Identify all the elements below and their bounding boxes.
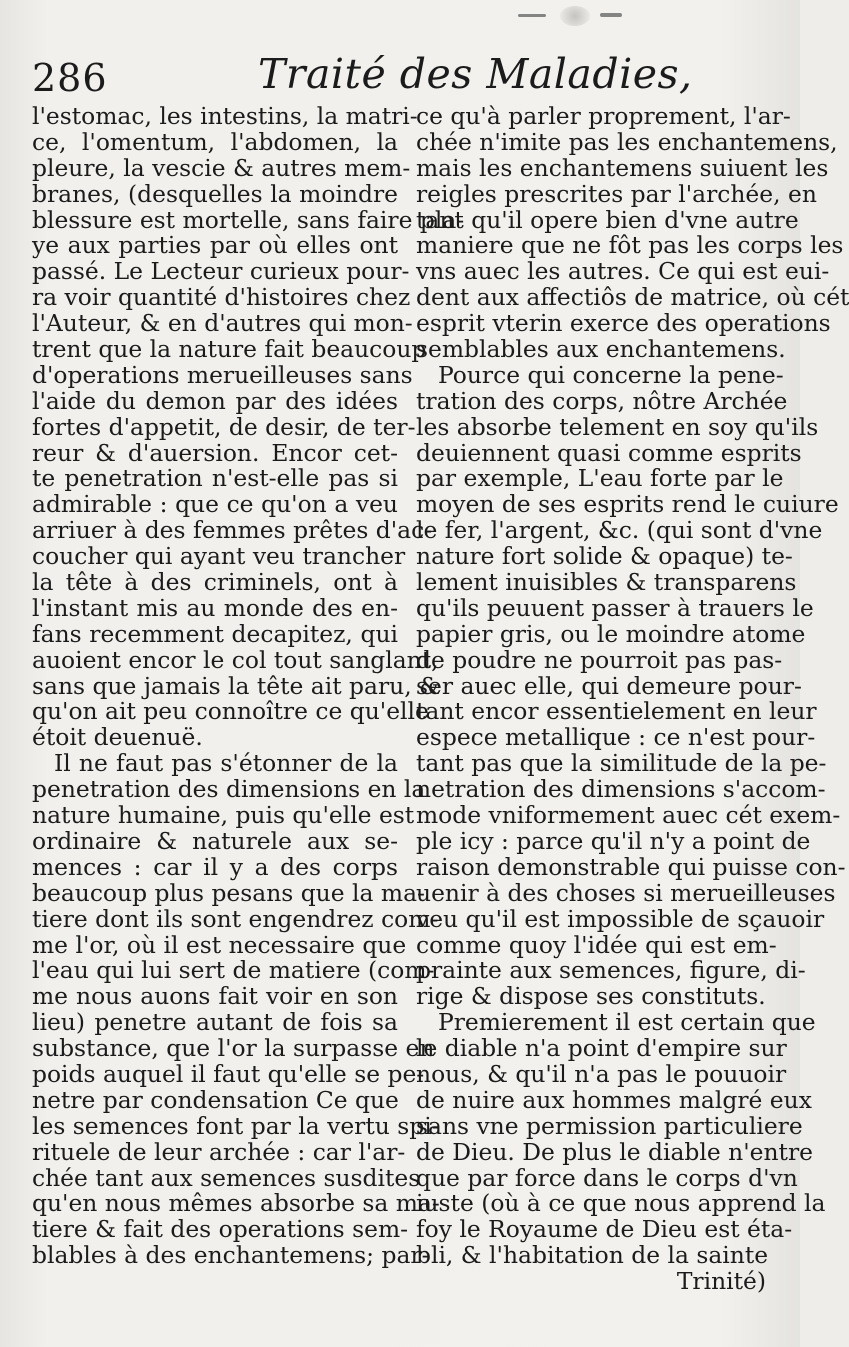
text-line: sans que jamais la tête ait paru, & xyxy=(32,671,440,700)
text-line: semblables aux enchantemens. xyxy=(416,335,786,364)
text-line: sans vne permission particuliere xyxy=(416,1111,803,1140)
text-line: moyen de ses esprits rend le cuiure xyxy=(416,490,839,519)
text-line: tiere dont ils sont engendrez com- xyxy=(32,904,439,933)
running-title: Traité des Maladies, xyxy=(258,50,693,98)
text-line: que par force dans le corps d'vn xyxy=(416,1163,798,1192)
text-line: maniere que ne fôt pas les corps les xyxy=(416,231,844,260)
text-line: prainte aux semences, figure, di- xyxy=(416,956,806,985)
text-line: raison demonstrable qui puisse con- xyxy=(416,852,846,881)
text-line: les absorbe telement en soy qu'ils xyxy=(416,412,819,441)
text-line: nature fort solide & opaque) te- xyxy=(416,542,793,571)
text-line: poids auquel il faut qu'elle se pe- xyxy=(32,1059,425,1088)
text-line: tant encor essentielement en leur xyxy=(416,697,817,726)
text-line: ra voir quantité d'histoires chez xyxy=(32,283,411,312)
text-line: admirable : que ce qu'on a veu xyxy=(32,490,398,519)
text-line: dent aux affectiôs de matrice, où cét xyxy=(416,283,849,312)
text-line: ce qu'à parler proprement, l'ar- xyxy=(416,102,791,130)
text-line: deuiennent quasi comme esprits xyxy=(416,438,802,467)
text-line: nous, & qu'il n'a pas le pouuoir xyxy=(416,1059,787,1088)
text-line: tration des corps, nôtre Archée xyxy=(416,386,788,415)
text-line: branes, (desquelles la moindre xyxy=(32,179,398,208)
text-line: les semences font par la vertu spi- xyxy=(32,1111,440,1140)
text-line: netration des dimensions s'accom- xyxy=(416,775,826,804)
text-line: l'estomac, les intestins, la matri- xyxy=(32,102,418,130)
text-line: bli, & l'habitation de la sainte xyxy=(416,1241,769,1270)
text-line: me l'or, où il est necessaire que xyxy=(32,930,407,959)
text-line: ordinaire & naturele aux se- xyxy=(32,826,398,855)
text-line: par exemple, L'eau forte par le xyxy=(416,464,784,493)
text-line: l'Auteur, & en d'autres qui mon- xyxy=(32,309,413,338)
paragraph-start: Pource qui concerne la pene- xyxy=(438,360,784,389)
text-line: papier gris, ou le moindre atome xyxy=(416,619,806,648)
text-line: d'operations merueilleuses sans xyxy=(32,360,413,389)
text-line: pleure, la vescie & autres mem- xyxy=(32,153,411,182)
text-line: le diable n'a point d'empire sur xyxy=(416,1034,787,1063)
text-line: tant pas que la similitude de la pe- xyxy=(416,749,827,778)
text-line: reur & d'auersion. Encor cet- xyxy=(32,438,398,467)
text-line: esprit vterin exerce des operations xyxy=(416,309,831,338)
text-line: coucher qui ayant veu trancher xyxy=(32,542,406,571)
text-line: te penetration n'est-elle pas si xyxy=(32,464,398,493)
text-line: qu'on ait peu connoître ce qu'elle xyxy=(32,697,429,726)
right-column xyxy=(416,102,849,1296)
page-number: 286 xyxy=(32,56,108,100)
text-line: iuste (où à ce que nous apprend la xyxy=(416,1189,826,1218)
text-line: la tête à des criminels, ont à xyxy=(32,568,398,597)
text-line: lement inuisibles & transparens xyxy=(416,568,797,597)
text-line: trent que la nature fait beaucoup xyxy=(32,335,427,364)
text-line: de Dieu. De plus le diable n'entre xyxy=(416,1137,813,1166)
ink-mark xyxy=(600,13,622,17)
text-line: l'eau qui lui sert de matiere (com- xyxy=(32,956,435,985)
text-line: ye aux parties par où elles ont xyxy=(32,231,398,260)
text-line: passé. Le Lecteur curieux pour- xyxy=(32,257,410,286)
paragraph-start: Premierement il est certain que xyxy=(438,1008,816,1037)
left-column xyxy=(32,102,465,1270)
text-line: reigles prescrites par l'archée, en xyxy=(416,179,817,208)
text-line: vns auec les autres. Ce qui est eui- xyxy=(416,257,830,286)
ink-smudge xyxy=(560,6,590,26)
paragraph-start: Il ne faut pas s'étonner de la xyxy=(54,749,398,778)
catchword: Trinité) xyxy=(676,1267,766,1296)
text-line: uenir à des choses si merueilleuses xyxy=(416,878,836,907)
text-line: netre par condensation Ce que xyxy=(32,1085,399,1114)
text-line: arriuer à des femmes prêtes d'ac- xyxy=(32,516,433,545)
text-line: de nuire aux hommes malgré eux xyxy=(416,1085,812,1114)
text-line: fortes d'appetit, de desir, de ter- xyxy=(32,412,416,441)
text-line: mais les enchantemens suiuent les xyxy=(416,153,829,182)
text-line: blables à des enchantemens; par- xyxy=(32,1241,430,1270)
text-line: étoit deuenuë. xyxy=(32,723,203,752)
text-line: qu'en nous mêmes absorbe sa ma- xyxy=(32,1189,440,1218)
text-line: lieu) penetre autant de fois sa xyxy=(32,1008,398,1037)
text-line: fans recemment decapitez, qui xyxy=(32,619,398,648)
text-line: ple icy : parce qu'il n'y a point de xyxy=(416,826,811,855)
text-line: espece metallique : ce n'est pour- xyxy=(416,723,816,752)
text-line: ser auec elle, qui demeure pour- xyxy=(416,671,802,700)
text-line: penetration des dimensions en la xyxy=(32,775,426,804)
page-header xyxy=(30,50,790,102)
text-line: tiere & fait des operations sem- xyxy=(32,1215,409,1244)
text-line: comme quoy l'idée qui est em- xyxy=(416,930,777,959)
text-line: beaucoup plus pesans que la ma- xyxy=(32,878,425,907)
text-line: nature humaine, puis qu'elle est xyxy=(32,801,415,830)
ink-mark xyxy=(518,14,546,17)
text-line: de poudre ne pourroit pas pas- xyxy=(416,645,783,674)
text-line: rige & dispose ses constituts. xyxy=(416,982,766,1011)
text-line: ce, l'omentum, l'abdomen, la xyxy=(32,127,398,156)
text-line: le fer, l'argent, &c. (qui sont d'vne xyxy=(416,516,823,545)
text-line: mode vniformement auec cét exem- xyxy=(416,801,841,830)
text-line: me nous auons fait voir en son xyxy=(32,982,398,1011)
text-line: substance, que l'or la surpasse en xyxy=(32,1034,435,1063)
text-line: l'aide du demon par des idées xyxy=(32,386,398,415)
text-line: chée tant aux semences susdites xyxy=(32,1163,421,1192)
text-line: auoient encor le col tout sanglant, xyxy=(32,645,439,674)
text-line: veu qu'il est impossible de sçauoir xyxy=(416,904,825,933)
text-line: tant qu'il opere bien d'vne autre xyxy=(416,205,799,234)
text-line: foy le Royaume de Dieu est éta- xyxy=(416,1215,793,1244)
text-line: rituele de leur archée : car l'ar- xyxy=(32,1137,406,1166)
text-line: mences : car il y a des corps xyxy=(32,852,398,881)
text-line: blessure est mortelle, sans faire pla- xyxy=(32,205,465,234)
text-line: l'instant mis au monde des en- xyxy=(32,593,398,622)
text-line: chée n'imite pas les enchantemens, xyxy=(416,127,838,156)
text-line: qu'ils peuuent passer à trauers le xyxy=(416,593,814,622)
